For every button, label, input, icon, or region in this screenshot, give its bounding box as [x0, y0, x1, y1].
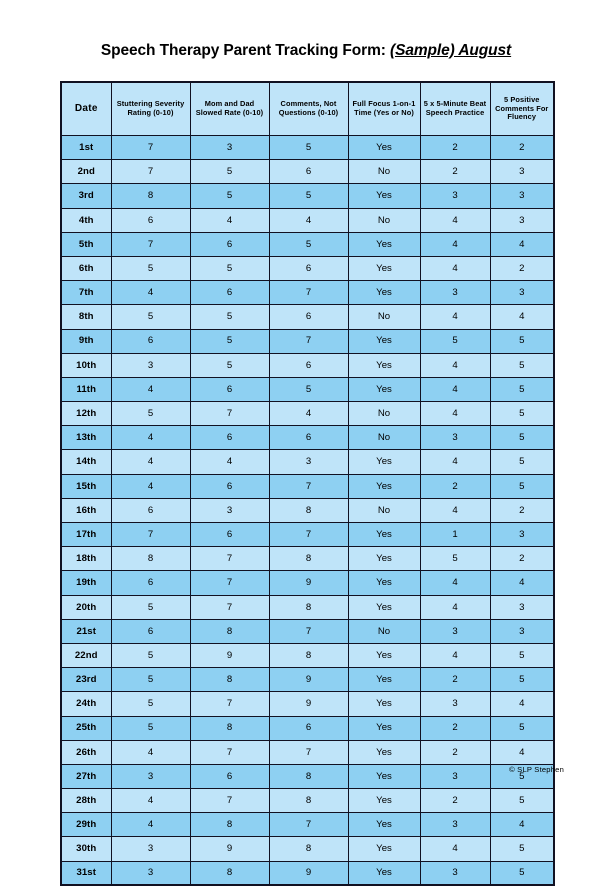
full-focus-cell: Yes	[348, 136, 420, 160]
comments-cell: 7	[269, 474, 348, 498]
table-row	[61, 353, 554, 377]
comments-cell: 9	[269, 668, 348, 692]
date-cell: 25th	[61, 716, 111, 740]
beat-practice-cell: 3	[420, 281, 490, 305]
date-cell: 14th	[61, 450, 111, 474]
beat-practice-cell: 4	[420, 450, 490, 474]
table-row	[61, 402, 554, 426]
table-row	[61, 692, 554, 716]
table-body	[61, 136, 554, 886]
full-focus-cell: Yes	[348, 813, 420, 837]
date-cell: 17th	[61, 523, 111, 547]
stuttering-severity-cell: 7	[111, 136, 190, 160]
date-cell: 24th	[61, 692, 111, 716]
page-title-main: Speech Therapy Parent Tracking Form:	[100, 42, 391, 59]
date-cell: 15th	[61, 474, 111, 498]
date-cell: 3rd	[61, 184, 111, 208]
copyright-footer: © SLP Stephen	[509, 765, 564, 774]
beat-practice-cell: 4	[420, 643, 490, 667]
full-focus-cell: No	[348, 426, 420, 450]
table-row	[61, 740, 554, 764]
table-row	[61, 377, 554, 401]
date-cell: 9th	[61, 329, 111, 353]
comments-cell: 7	[269, 740, 348, 764]
comments-cell: 7	[269, 619, 348, 643]
positive-comments-cell: 5	[490, 450, 554, 474]
slowed-rate-cell: 3	[190, 498, 269, 522]
positive-comments-cell: 5	[490, 861, 554, 885]
table-row	[61, 160, 554, 184]
date-cell: 12th	[61, 402, 111, 426]
full-focus-cell: Yes	[348, 571, 420, 595]
stuttering-severity-cell: 7	[111, 523, 190, 547]
stuttering-severity-cell: 6	[111, 329, 190, 353]
stuttering-severity-cell: 4	[111, 740, 190, 764]
positive-comments-cell: 5	[490, 764, 554, 788]
date-cell: 16th	[61, 498, 111, 522]
full-focus-cell: No	[348, 160, 420, 184]
beat-practice-cell: 1	[420, 523, 490, 547]
positive-comments-cell: 4	[490, 740, 554, 764]
beat-practice-cell: 2	[420, 740, 490, 764]
stuttering-severity-cell: 7	[111, 160, 190, 184]
table-header	[61, 82, 554, 136]
full-focus-cell: Yes	[348, 256, 420, 280]
beat-practice-cell: 3	[420, 426, 490, 450]
tracking-table-container	[60, 81, 553, 886]
positive-comments-cell: 2	[490, 498, 554, 522]
comments-cell: 6	[269, 426, 348, 450]
table-row	[61, 498, 554, 522]
comments-cell: 6	[269, 305, 348, 329]
table-row	[61, 861, 554, 885]
slowed-rate-cell: 3	[190, 136, 269, 160]
slowed-rate-cell: 8	[190, 813, 269, 837]
comments-cell: 9	[269, 692, 348, 716]
positive-comments-cell: 3	[490, 208, 554, 232]
table-row	[61, 837, 554, 861]
table-row	[61, 426, 554, 450]
date-cell: 1st	[61, 136, 111, 160]
slowed-rate-cell: 7	[190, 595, 269, 619]
stuttering-severity-cell: 5	[111, 692, 190, 716]
positive-comments-cell: 4	[490, 305, 554, 329]
full-focus-cell: Yes	[348, 232, 420, 256]
full-focus-cell: Yes	[348, 861, 420, 885]
slowed-rate-cell: 8	[190, 716, 269, 740]
full-focus-cell: No	[348, 402, 420, 426]
full-focus-cell: Yes	[348, 184, 420, 208]
table-row	[61, 305, 554, 329]
positive-comments-cell: 5	[490, 837, 554, 861]
slowed-rate-cell: 4	[190, 450, 269, 474]
comments-cell: 4	[269, 402, 348, 426]
date-cell: 26th	[61, 740, 111, 764]
slowed-rate-cell: 6	[190, 281, 269, 305]
comments-cell: 5	[269, 136, 348, 160]
comments-cell: 8	[269, 789, 348, 813]
positive-comments-cell: 5	[490, 353, 554, 377]
beat-practice-cell: 4	[420, 402, 490, 426]
full-focus-cell: Yes	[348, 450, 420, 474]
slowed-rate-cell: 8	[190, 619, 269, 643]
positive-comments-cell: 2	[490, 256, 554, 280]
comments-cell: 8	[269, 643, 348, 667]
beat-practice-cell: 4	[420, 232, 490, 256]
stuttering-severity-cell: 4	[111, 789, 190, 813]
beat-practice-cell: 3	[420, 813, 490, 837]
positive-comments-cell: 4	[490, 232, 554, 256]
full-focus-cell: Yes	[348, 789, 420, 813]
stuttering-severity-cell: 3	[111, 837, 190, 861]
positive-comments-cell: 3	[490, 281, 554, 305]
stuttering-severity-cell: 5	[111, 668, 190, 692]
date-cell: 29th	[61, 813, 111, 837]
stuttering-severity-cell: 5	[111, 305, 190, 329]
beat-practice-cell: 2	[420, 160, 490, 184]
stuttering-severity-cell: 3	[111, 764, 190, 788]
full-focus-cell: No	[348, 305, 420, 329]
table-row	[61, 643, 554, 667]
slowed-rate-cell: 7	[190, 547, 269, 571]
stuttering-severity-cell: 4	[111, 474, 190, 498]
positive-comments-cell: 5	[490, 377, 554, 401]
slowed-rate-cell: 6	[190, 426, 269, 450]
beat-practice-cell: 4	[420, 377, 490, 401]
full-focus-cell: Yes	[348, 740, 420, 764]
slowed-rate-cell: 7	[190, 692, 269, 716]
slowed-rate-cell: 7	[190, 740, 269, 764]
beat-practice-cell: 3	[420, 184, 490, 208]
comments-cell: 7	[269, 813, 348, 837]
beat-practice-cell: 4	[420, 208, 490, 232]
date-cell: 31st	[61, 861, 111, 885]
beat-practice-cell: 3	[420, 764, 490, 788]
stuttering-severity-cell: 4	[111, 813, 190, 837]
comments-cell: 9	[269, 571, 348, 595]
page-title	[0, 42, 612, 60]
table-row	[61, 571, 554, 595]
stuttering-severity-cell: 5	[111, 256, 190, 280]
full-focus-cell: Yes	[348, 329, 420, 353]
positive-comments-cell: 5	[490, 402, 554, 426]
column-header-date: Date	[61, 82, 111, 136]
full-focus-cell: Yes	[348, 547, 420, 571]
table-row	[61, 668, 554, 692]
stuttering-severity-cell: 4	[111, 450, 190, 474]
beat-practice-cell: 2	[420, 136, 490, 160]
table-row	[61, 256, 554, 280]
stuttering-severity-cell: 6	[111, 498, 190, 522]
date-cell: 7th	[61, 281, 111, 305]
date-cell: 22nd	[61, 643, 111, 667]
date-cell: 23rd	[61, 668, 111, 692]
full-focus-cell: No	[348, 208, 420, 232]
comments-cell: 7	[269, 281, 348, 305]
slowed-rate-cell: 5	[190, 184, 269, 208]
date-cell: 21st	[61, 619, 111, 643]
slowed-rate-cell: 7	[190, 789, 269, 813]
date-cell: 13th	[61, 426, 111, 450]
positive-comments-cell: 5	[490, 426, 554, 450]
table-row	[61, 232, 554, 256]
date-cell: 5th	[61, 232, 111, 256]
date-cell: 19th	[61, 571, 111, 595]
full-focus-cell: Yes	[348, 668, 420, 692]
slowed-rate-cell: 8	[190, 861, 269, 885]
comments-cell: 5	[269, 232, 348, 256]
beat-practice-cell: 4	[420, 595, 490, 619]
table-row	[61, 281, 554, 305]
stuttering-severity-cell: 5	[111, 643, 190, 667]
full-focus-cell: Yes	[348, 377, 420, 401]
beat-practice-cell: 2	[420, 474, 490, 498]
table-row	[61, 764, 554, 788]
full-focus-cell: Yes	[348, 353, 420, 377]
slowed-rate-cell: 4	[190, 208, 269, 232]
column-header-slowed-rate: Mom and Dad Slowed Rate (0-10)	[190, 82, 269, 136]
full-focus-cell: Yes	[348, 643, 420, 667]
comments-cell: 7	[269, 329, 348, 353]
full-focus-cell: Yes	[348, 716, 420, 740]
comments-cell: 8	[269, 547, 348, 571]
beat-practice-cell: 4	[420, 837, 490, 861]
comments-cell: 8	[269, 837, 348, 861]
positive-comments-cell: 5	[490, 716, 554, 740]
positive-comments-cell: 5	[490, 643, 554, 667]
date-cell: 8th	[61, 305, 111, 329]
positive-comments-cell: 3	[490, 184, 554, 208]
comments-cell: 6	[269, 353, 348, 377]
page-title-emphasis: (Sample) August	[390, 42, 512, 59]
stuttering-severity-cell: 4	[111, 281, 190, 305]
beat-practice-cell: 5	[420, 547, 490, 571]
beat-practice-cell: 2	[420, 789, 490, 813]
beat-practice-cell: 4	[420, 498, 490, 522]
table-row	[61, 523, 554, 547]
date-cell: 18th	[61, 547, 111, 571]
comments-cell: 6	[269, 160, 348, 184]
positive-comments-cell: 2	[490, 136, 554, 160]
slowed-rate-cell: 5	[190, 160, 269, 184]
stuttering-severity-cell: 8	[111, 184, 190, 208]
full-focus-cell: Yes	[348, 837, 420, 861]
slowed-rate-cell: 6	[190, 474, 269, 498]
stuttering-severity-cell: 5	[111, 595, 190, 619]
slowed-rate-cell: 8	[190, 668, 269, 692]
column-header-beat-speech-practice: 5 x 5-Minute Beat Speech Practice	[420, 82, 490, 136]
table-row	[61, 716, 554, 740]
table-row	[61, 813, 554, 837]
slowed-rate-cell: 7	[190, 571, 269, 595]
slowed-rate-cell: 5	[190, 305, 269, 329]
positive-comments-cell: 4	[490, 692, 554, 716]
stuttering-severity-cell: 3	[111, 861, 190, 885]
full-focus-cell: Yes	[348, 595, 420, 619]
comments-cell: 5	[269, 184, 348, 208]
positive-comments-cell: 3	[490, 595, 554, 619]
slowed-rate-cell: 6	[190, 377, 269, 401]
date-cell: 11th	[61, 377, 111, 401]
positive-comments-cell: 5	[490, 329, 554, 353]
column-header-positive-comments: 5 Positive Comments For Fluency	[490, 82, 554, 136]
slowed-rate-cell: 5	[190, 329, 269, 353]
stuttering-severity-cell: 6	[111, 208, 190, 232]
beat-practice-cell: 3	[420, 861, 490, 885]
full-focus-cell: Yes	[348, 474, 420, 498]
beat-practice-cell: 5	[420, 329, 490, 353]
positive-comments-cell: 5	[490, 668, 554, 692]
positive-comments-cell: 3	[490, 523, 554, 547]
slowed-rate-cell: 5	[190, 256, 269, 280]
beat-practice-cell: 4	[420, 571, 490, 595]
beat-practice-cell: 2	[420, 716, 490, 740]
date-cell: 4th	[61, 208, 111, 232]
table-row	[61, 789, 554, 813]
positive-comments-cell: 2	[490, 547, 554, 571]
comments-cell: 5	[269, 377, 348, 401]
date-cell: 6th	[61, 256, 111, 280]
comments-cell: 8	[269, 595, 348, 619]
tracking-table	[60, 81, 555, 886]
positive-comments-cell: 5	[490, 789, 554, 813]
date-cell: 30th	[61, 837, 111, 861]
slowed-rate-cell: 6	[190, 523, 269, 547]
table-header-row	[61, 82, 554, 136]
date-cell: 10th	[61, 353, 111, 377]
comments-cell: 3	[269, 450, 348, 474]
table-row	[61, 184, 554, 208]
full-focus-cell: Yes	[348, 281, 420, 305]
stuttering-severity-cell: 4	[111, 426, 190, 450]
date-cell: 28th	[61, 789, 111, 813]
beat-practice-cell: 2	[420, 668, 490, 692]
column-header-full-focus-time: Full Focus 1-on-1 Time (Yes or No)	[348, 82, 420, 136]
table-row	[61, 136, 554, 160]
date-cell: 20th	[61, 595, 111, 619]
comments-cell: 6	[269, 716, 348, 740]
table-row	[61, 619, 554, 643]
stuttering-severity-cell: 5	[111, 402, 190, 426]
stuttering-severity-cell: 7	[111, 232, 190, 256]
beat-practice-cell: 3	[420, 619, 490, 643]
full-focus-cell: Yes	[348, 692, 420, 716]
comments-cell: 9	[269, 861, 348, 885]
table-row	[61, 547, 554, 571]
table-row	[61, 450, 554, 474]
beat-practice-cell: 3	[420, 692, 490, 716]
comments-cell: 4	[269, 208, 348, 232]
stuttering-severity-cell: 4	[111, 377, 190, 401]
positive-comments-cell: 5	[490, 474, 554, 498]
column-header-stuttering-severity: Stuttering Severity Rating (0-10)	[111, 82, 190, 136]
slowed-rate-cell: 6	[190, 232, 269, 256]
beat-practice-cell: 4	[420, 353, 490, 377]
table-row	[61, 329, 554, 353]
full-focus-cell: Yes	[348, 764, 420, 788]
comments-cell: 6	[269, 256, 348, 280]
stuttering-severity-cell: 6	[111, 571, 190, 595]
full-focus-cell: Yes	[348, 523, 420, 547]
slowed-rate-cell: 9	[190, 643, 269, 667]
positive-comments-cell: 4	[490, 571, 554, 595]
full-focus-cell: No	[348, 498, 420, 522]
positive-comments-cell: 4	[490, 813, 554, 837]
table-row	[61, 208, 554, 232]
stuttering-severity-cell: 3	[111, 353, 190, 377]
slowed-rate-cell: 9	[190, 837, 269, 861]
beat-practice-cell: 4	[420, 256, 490, 280]
full-focus-cell: No	[348, 619, 420, 643]
date-cell: 2nd	[61, 160, 111, 184]
slowed-rate-cell: 6	[190, 764, 269, 788]
table-row	[61, 595, 554, 619]
slowed-rate-cell: 5	[190, 353, 269, 377]
beat-practice-cell: 4	[420, 305, 490, 329]
positive-comments-cell: 3	[490, 619, 554, 643]
stuttering-severity-cell: 5	[111, 716, 190, 740]
positive-comments-cell: 3	[490, 160, 554, 184]
comments-cell: 8	[269, 498, 348, 522]
comments-cell: 7	[269, 523, 348, 547]
column-header-comments-not-questions: Comments, Not Questions (0-10)	[269, 82, 348, 136]
stuttering-severity-cell: 6	[111, 619, 190, 643]
slowed-rate-cell: 7	[190, 402, 269, 426]
comments-cell: 8	[269, 764, 348, 788]
table-row	[61, 474, 554, 498]
stuttering-severity-cell: 8	[111, 547, 190, 571]
date-cell: 27th	[61, 764, 111, 788]
